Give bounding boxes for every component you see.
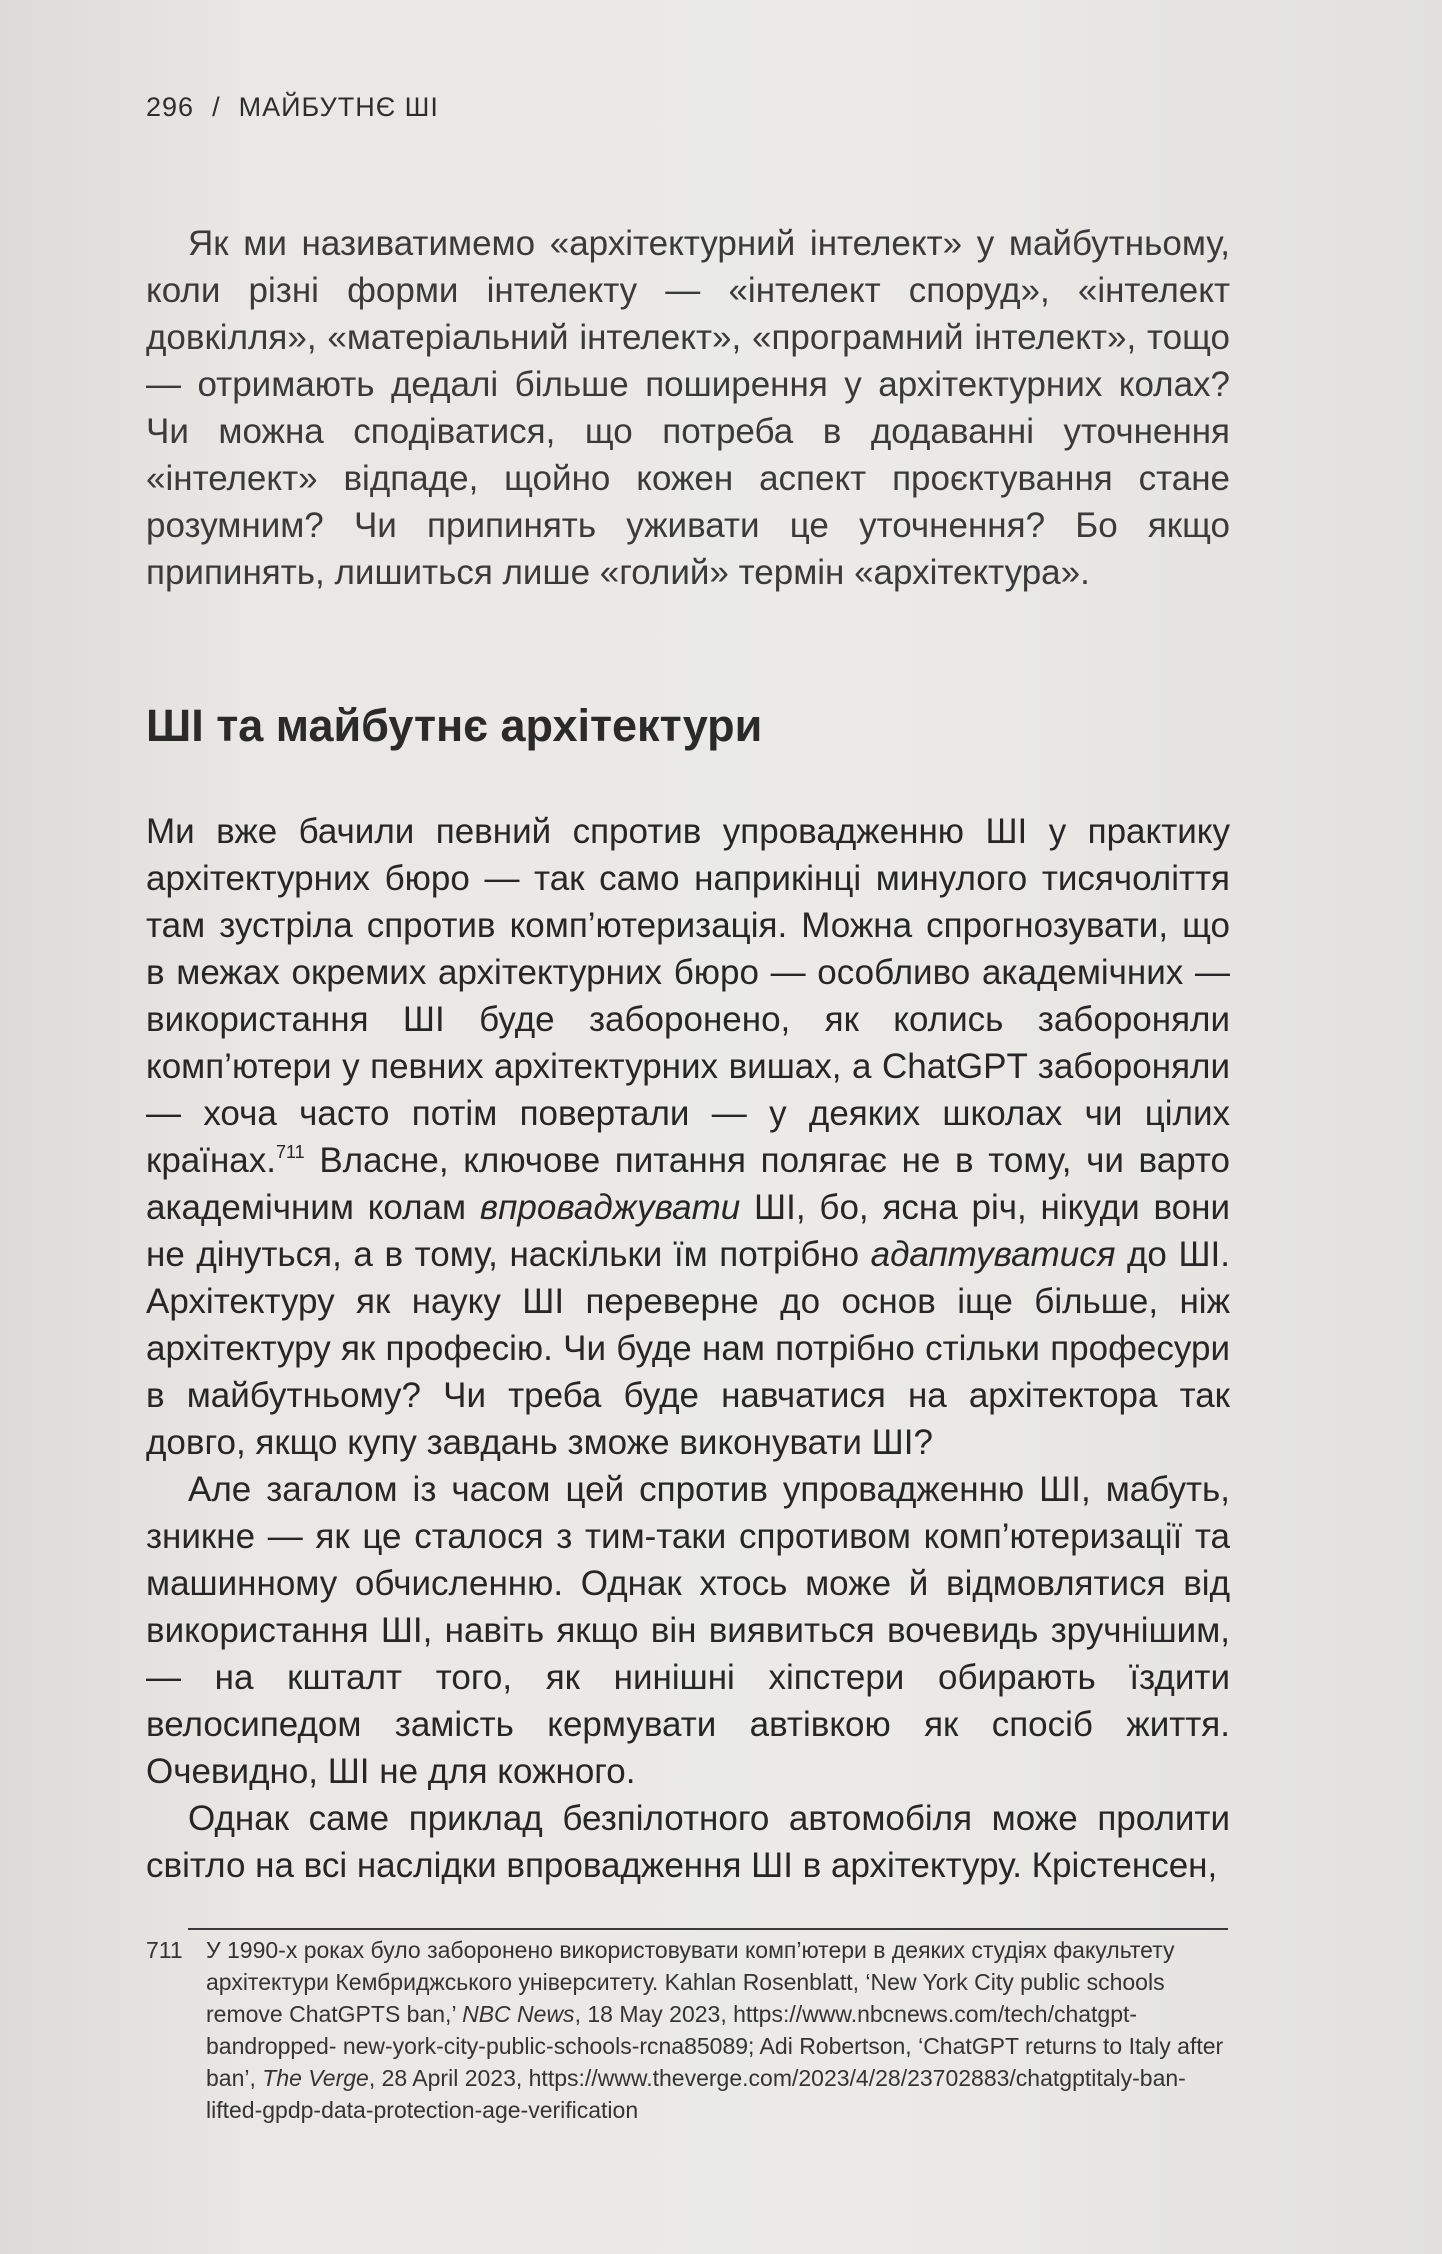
running-head (146, 92, 439, 123)
body-paragraph-1 (146, 808, 1230, 1466)
body-text (146, 808, 1230, 1889)
footnote-italic: The Verge (262, 2065, 369, 2091)
section-heading: ШІ та майбутнє архітектури (146, 700, 763, 751)
page-number: 296 (146, 92, 195, 122)
intro-block (146, 220, 1230, 596)
paragraph-text: Ми вже бачили певний спротив упровадженню ШІ у практику архітектурних бюро — так само наприкінці минулого тисячоліття там зустріла спротив комп’ютеризація. Можна спрогнозувати, що в межах окремих архітектурних бюро — особливо академічних — використання ШІ буде заборонено, як колись забороняли комп’ютери у певних архітектурних вишах, а ChatGPT забороняли — хоча часто потім повертали — у деяких школах чи цілих країнах. (146, 812, 1230, 1180)
italic-emphasis: впроваджувати (479, 1188, 741, 1227)
body-paragraph-3: Однак саме приклад безпілотного автомобіля може пролити світло на всі наслідки впровадження ШІ в архітектуру. Крістенсен, (146, 1799, 1230, 1885)
footnote-number: 711 (146, 1937, 183, 1963)
footnote-divider (188, 1928, 1228, 1930)
chapter-title: МАЙБУТНЄ ШІ (238, 92, 439, 122)
paragraph-text: до ШІ. Архітектуру як науку ШІ переверне до основ іще більше, ніж архітектуру як професію. Чи буде нам потрібно стільки професури в майбутньому? Чи треба буде навчатися на архітектора так довго, якщо купу завдань зможе виконувати ШІ? (146, 1235, 1230, 1462)
italic-emphasis: адаптуватися (870, 1235, 1116, 1274)
footnote-italic: NBC News (462, 2001, 575, 2027)
intro-paragraph: Як ми називатимемо «архітектурний інтелект» у майбутньому, коли різні форми інтелекту — «інтелект споруд», «інтелект довкілля», «матеріальний інтелект», «програмний інтелект», тощо — отримають дедалі більше поширення у архітектурних колах? Чи можна сподіватися, що потреба в додаванні уточнення «інтелект» відпаде, щойно кожен аспект проєктування стане розумним? Чи припинять уживати це уточнення? Бо якщо припинять, лишиться лише «голий» термін «архітектура». (146, 224, 1230, 592)
paragraph-text: Власне, ключове питання полягає не в тому, чи варто академічним колам (146, 1141, 1230, 1227)
footnote-text-part: , 28 April 2023, https://www.theverge.com/2023/4/28/23702883/chatgptitaly-ban-lifted-gpdp-data-protection-age-verification (206, 2065, 1186, 2123)
paragraph-text: ШІ, бо, ясна річ, нікуди вони не дінуться, а в тому, наскільки їм потрібно (146, 1188, 1230, 1274)
footnote-reference: 711 (276, 1142, 305, 1162)
footnote-text-part: У 1990-х роках було заборонено використовувати комп’ютери в деяких студіях факультету архітектури Кембриджського університету. Kahlan Rosenblatt, ‘New York City public schools remove ChatGPTS ban,’ (206, 1937, 1175, 2027)
body-paragraph-2: Але загалом із часом цей спротив упровадженню ШІ, мабуть, зникне — як це сталося з тим-таки спротивом комп’ютеризації та машинному обчисленню. Однак хтось може й відмовлятися від використання ШІ, навіть якщо він виявиться вочевидь зручнішим, — на кшталт того, як нинішні хіпстери обирають їздити велосипедом замість кермувати автівкою як спосіб життя. Очевидно, ШІ не для кожного. (146, 1470, 1230, 1791)
footnote-text (206, 1934, 1230, 2126)
footnote (146, 1934, 1230, 2126)
running-head-separator: / (212, 92, 221, 122)
footnote-text-part: , 18 May 2023, https://www.nbcnews.com/tech/chatgpt-bandropped- new-york-city-public-schools-rcna85089; Adi Robertson, ‘ChatGPT returns to Italy after ban’, (206, 2001, 1224, 2091)
